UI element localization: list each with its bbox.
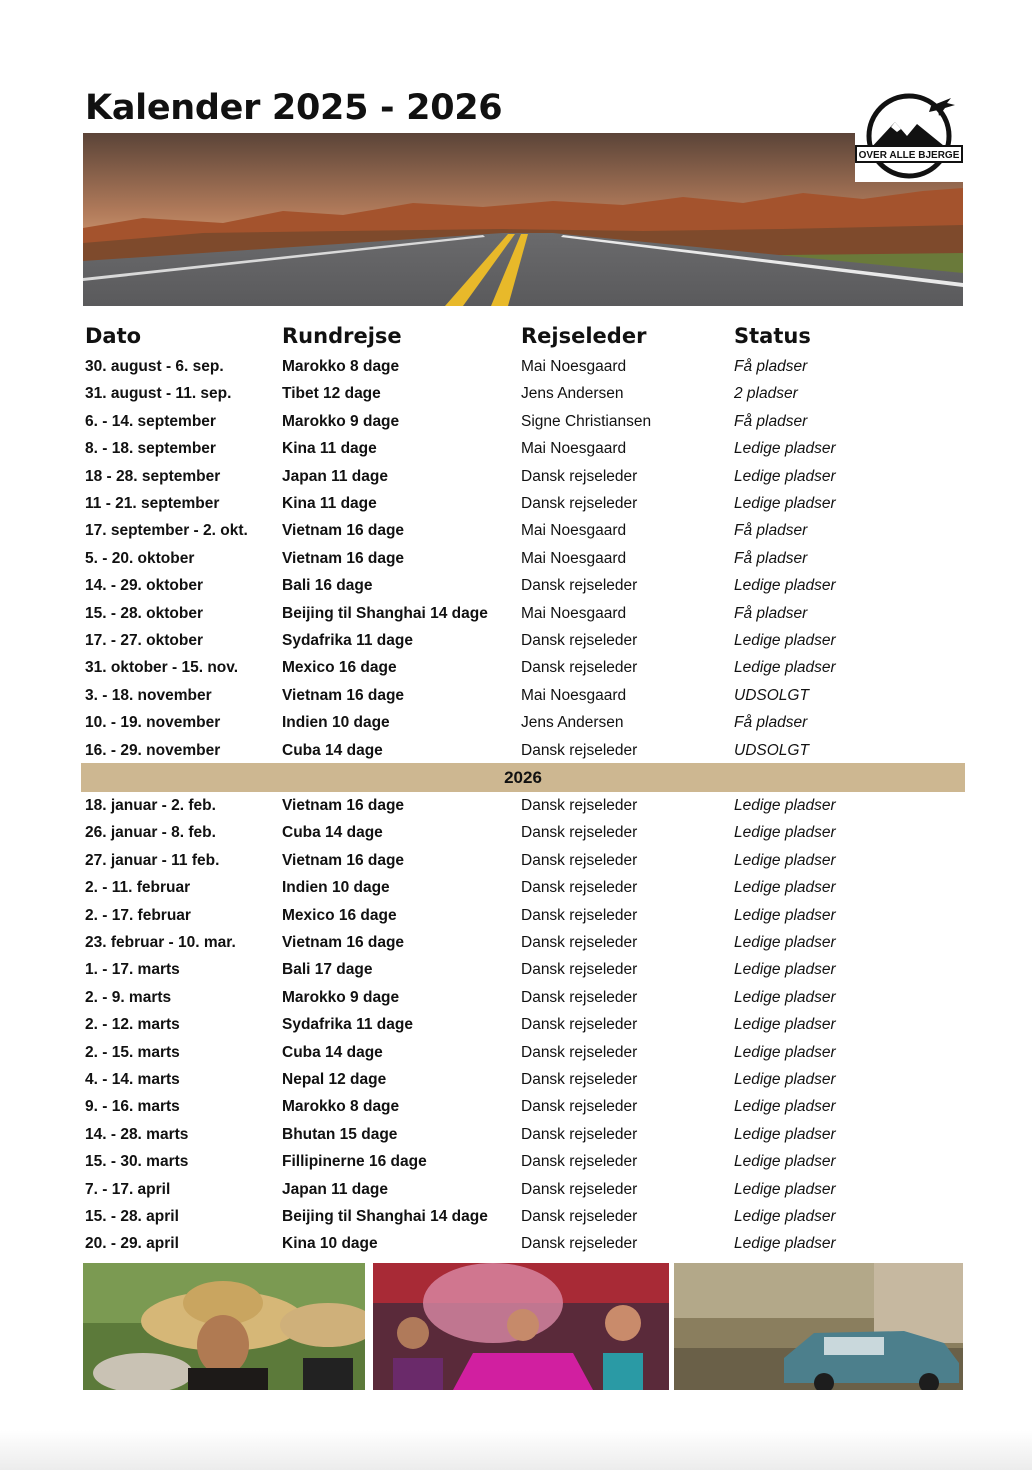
cell-date: 16. - 29. november: [85, 741, 221, 759]
cell-leader: Mai Noesgaard: [521, 549, 627, 567]
cell-date: 2. - 17. februar: [85, 906, 191, 924]
cell-date: 15. - 28. april: [85, 1208, 179, 1225]
cell-status: Ledige pladser: [734, 1208, 836, 1225]
cell-tour: Nepal 12 dage: [282, 1071, 387, 1088]
cell-date: 20. - 29. april: [85, 1235, 179, 1253]
table-row: [0, 605, 1032, 632]
cell-tour: Marokko 8 dage: [282, 358, 400, 375]
table-row: [0, 852, 1032, 879]
cell-date: 17. - 27. oktober: [85, 632, 204, 649]
cell-date: 15. - 30. marts: [85, 1153, 189, 1171]
cell-date: 17. september - 2. okt.: [85, 522, 248, 540]
cell-leader: Mai Noesgaard: [521, 522, 627, 540]
cell-status: Få pladser: [734, 522, 808, 540]
cell-status: Ledige pladser: [734, 988, 836, 1006]
cell-leader: Dansk rejseleder: [521, 797, 638, 814]
cell-leader: Dansk rejseleder: [521, 1235, 638, 1253]
over-alle-bjerge-logo: [855, 92, 963, 182]
cell-tour: Marokko 9 dage: [282, 412, 400, 430]
cell-status: Ledige pladser: [734, 1235, 836, 1253]
table-row: [0, 440, 1032, 467]
cell-date: 18. januar - 2. feb.: [85, 797, 216, 814]
cell-status: Få pladser: [734, 358, 808, 375]
table-row: [0, 632, 1032, 659]
column-headers: [0, 324, 1032, 352]
cell-leader: Mai Noesgaard: [521, 604, 627, 622]
cell-leader: Jens Andersen: [521, 385, 624, 403]
cell-tour: Beijing til Shanghai 14 dage: [282, 604, 488, 622]
cell-status: Ledige pladser: [734, 1071, 836, 1088]
desert-road-banner: [83, 133, 963, 306]
cell-status: Ledige pladser: [734, 632, 836, 649]
header-leader: Rejseleder: [521, 324, 647, 348]
cell-status: Ledige pladser: [734, 1043, 836, 1061]
page-edge-shadow: [0, 1430, 1032, 1470]
cell-leader: Dansk rejseleder: [521, 741, 638, 759]
table-row: [0, 1071, 1032, 1098]
cell-leader: Dansk rejseleder: [521, 824, 638, 842]
cell-date: 2. - 9. marts: [85, 988, 172, 1006]
cell-leader: Mai Noesgaard: [521, 358, 627, 375]
cell-status: Få pladser: [734, 714, 808, 732]
page-title: Kalender 2025 - 2026: [85, 88, 503, 128]
cell-date: 11 - 21. september: [85, 495, 220, 512]
cell-date: 15. - 28. oktober: [85, 604, 204, 622]
cell-tour: Mexico 16 dage: [282, 659, 397, 677]
cell-leader: Dansk rejseleder: [521, 879, 638, 897]
cell-leader: Dansk rejseleder: [521, 495, 638, 512]
cell-leader: Dansk rejseleder: [521, 934, 638, 951]
cell-leader: Dansk rejseleder: [521, 1071, 638, 1088]
year-divider-2026: 2026: [81, 763, 965, 792]
cell-status: Ledige pladser: [734, 851, 836, 869]
table-row: [0, 413, 1032, 440]
cell-date: 9. - 16. marts: [85, 1098, 180, 1116]
table-row: [0, 358, 1032, 385]
cell-date: 2. - 15. marts: [85, 1043, 180, 1061]
cell-leader: Dansk rejseleder: [521, 577, 638, 595]
cell-leader: Dansk rejseleder: [521, 1180, 638, 1198]
cell-leader: Dansk rejseleder: [521, 1043, 638, 1061]
cell-date: 6. - 14. september: [85, 412, 216, 430]
cell-leader: Jens Andersen: [521, 714, 624, 732]
table-row: [0, 1235, 1032, 1262]
cell-tour: Bali 17 dage: [282, 961, 373, 979]
table-row: [0, 495, 1032, 522]
cell-leader: Dansk rejseleder: [521, 467, 638, 485]
cell-date: 31. oktober - 15. nov.: [85, 659, 239, 677]
cell-date: 7. - 17. april: [85, 1180, 171, 1198]
cell-date: 2. - 11. februar: [85, 879, 191, 897]
cell-date: 4. - 14. marts: [85, 1071, 180, 1088]
table-row: [0, 1126, 1032, 1153]
cell-leader: Dansk rejseleder: [521, 1125, 638, 1143]
cell-date: 23. februar - 10. mar.: [85, 934, 236, 951]
cell-tour: Tibet 12 dage: [282, 385, 381, 403]
cell-status: Ledige pladser: [734, 659, 836, 677]
table-row: [0, 687, 1032, 714]
cell-status: Ledige pladser: [734, 934, 836, 951]
table-row: [0, 659, 1032, 686]
cell-tour: Vietnam 16 dage: [282, 686, 405, 704]
table-row: [0, 522, 1032, 549]
cell-tour: Fillipinerne 16 dage: [282, 1153, 427, 1171]
cell-leader: Dansk rejseleder: [521, 961, 638, 979]
table-row: [0, 961, 1032, 988]
cell-status: Ledige pladser: [734, 879, 836, 897]
cell-tour: Kina 11 dage: [282, 495, 377, 512]
cell-tour: Vietnam 16 dage: [282, 851, 405, 869]
cell-tour: Japan 11 dage: [282, 1180, 388, 1198]
header-date: Dato: [85, 324, 142, 348]
cell-leader: Dansk rejseleder: [521, 632, 638, 649]
cell-tour: Marokko 9 dage: [282, 988, 400, 1006]
cell-tour: Indien 10 dage: [282, 714, 390, 732]
cell-date: 10. - 19. november: [85, 714, 221, 732]
cell-tour: Bhutan 15 dage: [282, 1125, 398, 1143]
cell-leader: Dansk rejseleder: [521, 851, 638, 869]
cell-status: Få pladser: [734, 549, 808, 567]
cell-leader: Dansk rejseleder: [521, 1153, 638, 1171]
cell-status: Ledige pladser: [734, 440, 836, 458]
table-row: [0, 550, 1032, 577]
logo-text: OVER ALLE BJERGE: [858, 150, 960, 161]
header-status: Status: [734, 324, 811, 348]
table-row: [0, 934, 1032, 961]
cell-leader: Dansk rejseleder: [521, 659, 638, 677]
cell-leader: Signe Christiansen: [521, 412, 652, 430]
table-row: [0, 385, 1032, 412]
cell-tour: Vietnam 16 dage: [282, 522, 405, 540]
cell-tour: Cuba 14 dage: [282, 824, 383, 842]
cell-date: 2. - 12. marts: [85, 1016, 180, 1034]
table-row: [0, 714, 1032, 741]
cell-date: 26. januar - 8. feb.: [85, 824, 216, 842]
cell-tour: Beijing til Shanghai 14 dage: [282, 1208, 488, 1225]
cell-status: Ledige pladser: [734, 1180, 836, 1198]
cell-status: Ledige pladser: [734, 495, 836, 512]
cell-status: Ledige pladser: [734, 1016, 836, 1034]
table-row: [0, 1016, 1032, 1043]
cell-status: Ledige pladser: [734, 906, 836, 924]
cell-tour: Bali 16 dage: [282, 577, 373, 595]
cell-status: Ledige pladser: [734, 1153, 836, 1171]
cell-date: 14. - 28. marts: [85, 1125, 189, 1143]
cell-date: 31. august - 11. sep.: [85, 385, 232, 403]
cell-tour: Kina 10 dage: [282, 1235, 378, 1253]
cell-leader: Dansk rejseleder: [521, 1016, 638, 1034]
india-holi-photo: [373, 1263, 669, 1390]
cell-date: 8. - 18. september: [85, 440, 216, 458]
cell-status: Få pladser: [734, 412, 808, 430]
cell-tour: Cuba 14 dage: [282, 1043, 383, 1061]
cell-date: 1. - 17. marts: [85, 961, 180, 979]
cell-tour: Vietnam 16 dage: [282, 934, 405, 951]
table-row: [0, 989, 1032, 1016]
cell-leader: Dansk rejseleder: [521, 988, 638, 1006]
cell-status: 2 pladser: [734, 385, 798, 403]
table-row: [0, 1181, 1032, 1208]
cell-tour: Sydafrika 11 dage: [282, 632, 413, 649]
cell-leader: Dansk rejseleder: [521, 1098, 638, 1116]
cell-status: Ledige pladser: [734, 467, 836, 485]
cell-date: 18 - 28. september: [85, 467, 221, 485]
table-row: [0, 1098, 1032, 1125]
cell-leader: Mai Noesgaard: [521, 686, 627, 704]
table-row: [0, 1044, 1032, 1071]
cell-date: 14. - 29. oktober: [85, 577, 204, 595]
cell-date: 5. - 20. oktober: [85, 549, 195, 567]
cell-leader: Dansk rejseleder: [521, 906, 638, 924]
table-row: [0, 1208, 1032, 1235]
cell-status: Ledige pladser: [734, 797, 836, 814]
table-row: [0, 879, 1032, 906]
cell-tour: Sydafrika 11 dage: [282, 1016, 413, 1034]
cell-status: Få pladser: [734, 604, 808, 622]
table-row: [0, 468, 1032, 495]
cell-leader: Mai Noesgaard: [521, 440, 627, 458]
table-row: [0, 577, 1032, 604]
cell-date: 30. august - 6. sep.: [85, 358, 224, 375]
cell-tour: Vietnam 16 dage: [282, 797, 405, 814]
cell-leader: Dansk rejseleder: [521, 1208, 638, 1225]
cell-tour: Indien 10 dage: [282, 879, 390, 897]
cell-tour: Japan 11 dage: [282, 467, 388, 485]
table-row: [0, 824, 1032, 851]
cell-status: Ledige pladser: [734, 1125, 836, 1143]
table-row: [0, 797, 1032, 824]
cell-status: Ledige pladser: [734, 824, 836, 842]
cell-tour: Kina 11 dage: [282, 440, 377, 458]
cell-status: UDSOLGT: [734, 741, 809, 759]
cell-tour: Cuba 14 dage: [282, 741, 383, 759]
table-row: [0, 1153, 1032, 1180]
cuba-classic-car-photo: [674, 1263, 963, 1390]
header-tour: Rundrejse: [282, 324, 402, 348]
cell-status: Ledige pladser: [734, 577, 836, 595]
mexico-mariachi-photo: [83, 1263, 365, 1390]
cell-status: UDSOLGT: [734, 686, 809, 704]
cell-date: 27. januar - 11 feb.: [85, 851, 220, 869]
cell-tour: Marokko 8 dage: [282, 1098, 400, 1116]
cell-status: Ledige pladser: [734, 961, 836, 979]
cell-tour: Mexico 16 dage: [282, 906, 397, 924]
cell-tour: Vietnam 16 dage: [282, 549, 405, 567]
cell-date: 3. - 18. november: [85, 686, 212, 704]
cell-status: Ledige pladser: [734, 1098, 836, 1116]
table-row: [0, 907, 1032, 934]
